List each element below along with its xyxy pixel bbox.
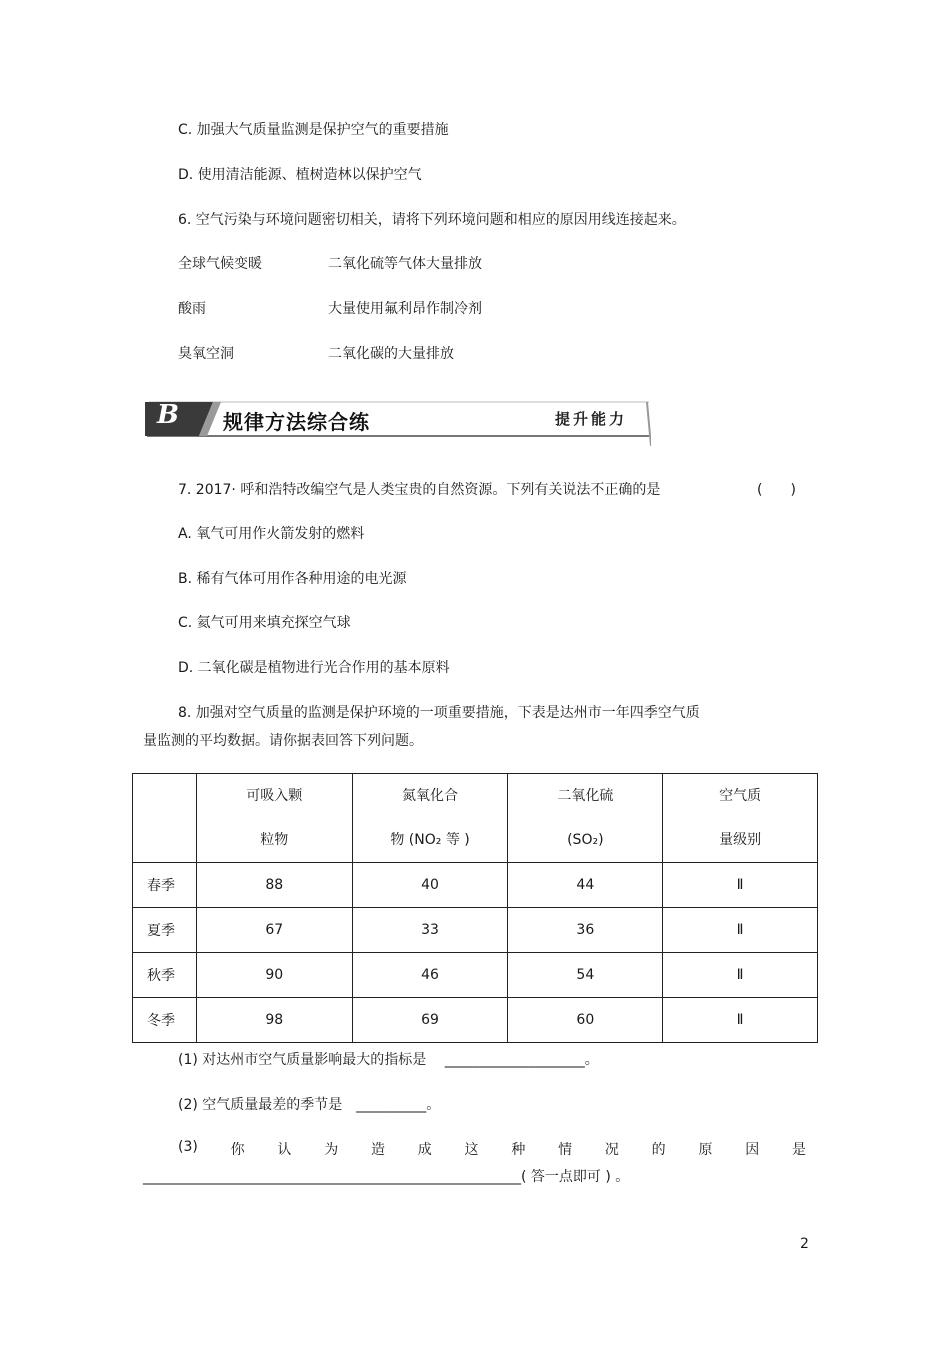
q6-cause-2: 大量使用氟利昂作制冷剂 [328, 301, 482, 317]
table-row [133, 953, 818, 998]
pm-cell: 88 [196, 863, 352, 908]
q8-sub3-char: 这 [464, 1142, 479, 1158]
level-cell: Ⅱ [663, 998, 818, 1043]
banner-title: 规律方法综合练 [223, 410, 370, 434]
table-header-row [133, 774, 818, 863]
nox-cell: 40 [352, 863, 508, 908]
q8-stem-line2: 量监测的平均数据。请你据表回答下列问题。 [143, 733, 423, 749]
season-cell: 冬季 [133, 998, 197, 1043]
q7-option-c: C. 氦气可用来填充探空气球 [178, 615, 351, 631]
banner-letter: B [157, 400, 179, 430]
nox-cell: 69 [352, 998, 508, 1043]
q8-stem-line1: 8. 加强对空气质量的监测是保护环境的一项重要措施，下表是达州市一年四季空气质 [178, 705, 700, 721]
q8-sub3-char: 造 [370, 1142, 385, 1158]
air-quality-table [132, 773, 818, 1043]
q6-cause-3: 二氧化碳的大量排放 [328, 346, 454, 362]
q8-sub3-line1 [178, 1139, 806, 1159]
season-cell: 秋季 [133, 953, 197, 998]
q8-sub3-char: (3) [178, 1139, 198, 1155]
table-header-cell [508, 774, 663, 863]
so2-cell: 60 [508, 998, 663, 1043]
q8-sub3-char: 情 [558, 1142, 573, 1158]
header-line: 氮氧化合 [402, 788, 459, 804]
table-header-cell [663, 774, 818, 863]
header-line: (SO₂) [567, 832, 604, 848]
q8-sub1: (1) 对达州市空气质量影响最大的指标是 ____________________。 [178, 1052, 599, 1068]
q8-sub3-char: 是 [792, 1142, 806, 1158]
nox-cell: 46 [352, 953, 508, 998]
q8-sub2: (2) 空气质量最差的季节是 __________。 [178, 1097, 441, 1113]
q7-option-a: A. 氧气可用作火箭发射的燃料 [178, 526, 365, 542]
level-cell: Ⅱ [663, 953, 818, 998]
level-cell: Ⅱ [663, 863, 818, 908]
q8-sub3-char: 为 [324, 1142, 339, 1158]
q8-sub3-char: 成 [417, 1142, 432, 1158]
q8-sub3-char: 况 [604, 1142, 619, 1158]
q6-stem: 6. 空气污染与环境问题密切相关，请将下列环境问题和相应的原因用线连接起来。 [178, 212, 686, 228]
so2-cell: 54 [508, 953, 663, 998]
banner-subtitle: 提升能力 [555, 410, 628, 428]
q8-sub3-line2: ______________________________________________________( 答一点即可 ) 。 [143, 1169, 630, 1185]
q8-sub3-char: 原 [698, 1142, 713, 1158]
header-line: 可吸入颗 [246, 788, 303, 804]
q6-cause-1: 二氧化硫等气体大量排放 [328, 256, 482, 272]
header-line: 粒物 [260, 832, 289, 848]
q7-stem: 7. 2017· 呼和浩特改编空气是人类宝贵的自然资源。下列有关说法不正确的是 [178, 482, 661, 498]
season-cell: 春季 [133, 863, 197, 908]
q7-option-d: D. 二氧化碳是植物进行光合作用的基本原料 [178, 660, 450, 676]
table-row [133, 863, 818, 908]
header-line: 二氧化硫 [557, 788, 614, 804]
q7-option-b: B. 稀有气体可用作各种用途的电光源 [178, 571, 407, 587]
header-line: 空气质 [719, 788, 762, 804]
table-header-cell [133, 774, 197, 863]
header-line: 量级别 [719, 832, 762, 848]
table-header-cell [196, 774, 352, 863]
q6-problem-3: 臭氧空洞 [178, 346, 234, 362]
nox-cell: 33 [352, 908, 508, 953]
page-number: 2 [800, 1236, 809, 1252]
q8-sub3-char: 种 [511, 1142, 526, 1158]
q7-answer-bracket: ( ) [757, 482, 796, 498]
pm-cell: 98 [196, 998, 352, 1043]
so2-cell: 36 [508, 908, 663, 953]
q6-problem-2: 酸雨 [178, 301, 206, 317]
header-line: 物 (NO₂ 等 ) [390, 832, 470, 848]
pm-cell: 67 [196, 908, 352, 953]
level-cell: Ⅱ [663, 908, 818, 953]
pm-cell: 90 [196, 953, 352, 998]
q8-sub3-char: 你 [230, 1142, 245, 1158]
q8-sub3-char: 认 [277, 1142, 292, 1158]
option-d-prev: D. 使用清洁能源、植树造林以保护空气 [178, 167, 422, 183]
so2-cell: 44 [508, 863, 663, 908]
table-row [133, 998, 818, 1043]
q8-sub3-char: 的 [651, 1142, 666, 1158]
table-row [133, 908, 818, 953]
q6-problem-1: 全球气候变暖 [178, 256, 262, 272]
q8-sub3-char: 因 [745, 1142, 760, 1158]
section-banner [143, 396, 651, 446]
table-header-cell [352, 774, 508, 863]
option-c-prev: C. 加强大气质量监测是保护空气的重要措施 [178, 122, 449, 138]
season-cell: 夏季 [133, 908, 197, 953]
